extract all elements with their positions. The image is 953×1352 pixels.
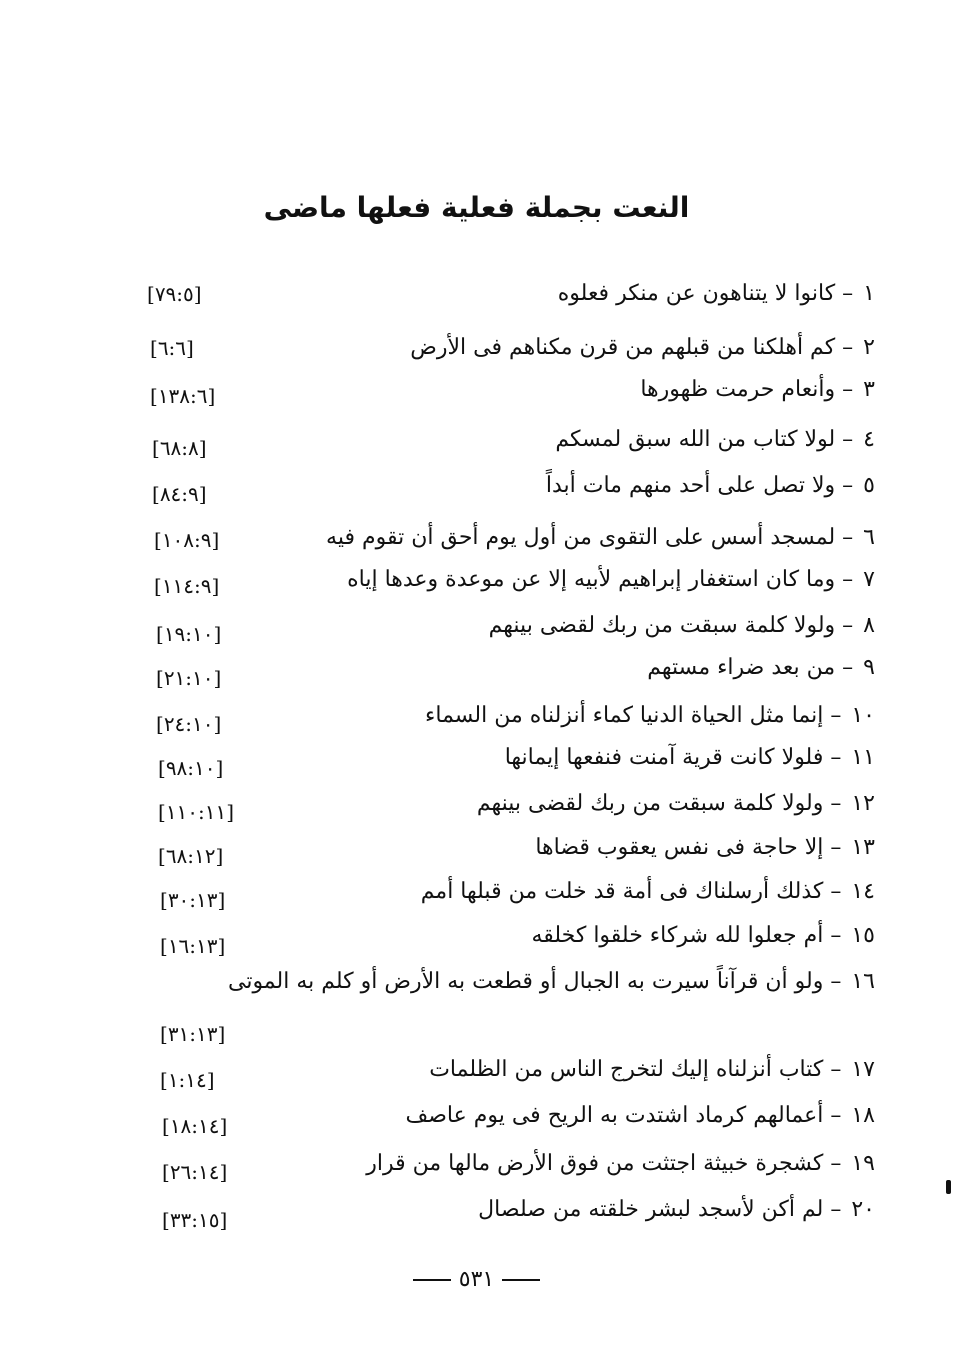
verse-reference: [١:١٤]: [160, 1068, 215, 1092]
list-item: [0, 1014, 953, 1054]
list-item: [0, 962, 953, 1002]
verse-reference: [٢٤:١٠]: [156, 712, 222, 736]
verse-text: [366, 1144, 875, 1184]
list-item: [0, 606, 953, 646]
verse-number: ١٣: [851, 835, 875, 860]
dash: –: [842, 335, 854, 360]
verse-reference: [٢٦:١٤]: [162, 1160, 228, 1184]
verse-text: [228, 962, 875, 1002]
page-number-value: ٥٣١: [458, 1267, 495, 1292]
verse-body: ولولا كلمة سبقت من ربك لقضى بينهم: [488, 613, 836, 638]
verse-number: ٢: [863, 335, 875, 360]
verse-reference: [٩٨:١٠]: [158, 756, 224, 780]
verse-body: كذلك أرسلناك فى أمة قد خلت من قبلها أمم: [420, 879, 824, 904]
verse-number: ١٢: [851, 791, 875, 816]
verse-body: كتاب أنزلناه إليك لتخرج الناس من الظلمات: [429, 1057, 824, 1082]
verse-reference: [٢١:١٠]: [156, 666, 222, 690]
scan-edge-mark: [946, 1180, 951, 1194]
verse-body: وأنعام حرمت ظهورها: [640, 377, 836, 402]
dash: –: [830, 703, 842, 728]
verse-number: ٦: [863, 525, 875, 550]
verse-body: كانوا لا يتناهون عن منكر فعلوه: [557, 281, 836, 306]
dash: –: [830, 1057, 842, 1082]
verse-text: [425, 696, 875, 736]
verse-text: [505, 738, 875, 778]
list-item: [0, 1144, 953, 1184]
verse-body: لمسجد أسس على التقوى من أول يوم أحق أن تقوم فيه: [326, 525, 836, 550]
dash: –: [830, 835, 842, 860]
verse-reference: [٣٣:١٥]: [162, 1208, 228, 1232]
verse-number: ١٧: [851, 1057, 875, 1082]
list-item: [0, 738, 953, 778]
list-item: [0, 696, 953, 736]
verse-reference: [٧٩:٥]: [147, 282, 202, 306]
dash: –: [842, 427, 854, 452]
dash: –: [830, 1197, 842, 1222]
verse-body: إنما مثل الحياة الدنيا كماء أنزلناه من السماء: [425, 703, 824, 728]
verse-body: أم جعلوا لله شركاء خلقوا كخلقه: [531, 923, 824, 948]
verse-text: [535, 828, 875, 868]
verse-reference: [١١٤:٩]: [154, 574, 220, 598]
verse-body: كم أهلكنا من قبلهم من قرن مكناهم فى الأرض: [410, 335, 836, 360]
verse-text: [477, 784, 875, 824]
verse-reference: [٦:٦]: [150, 336, 194, 360]
list-item: [0, 648, 953, 688]
dash: –: [842, 655, 854, 680]
list-item: [0, 274, 953, 314]
verse-reference: [١٨:١٤]: [162, 1114, 228, 1138]
verse-number: ١٥: [851, 923, 875, 948]
dash: –: [830, 879, 842, 904]
verse-number: ٤: [863, 427, 875, 452]
verse-reference: [١٩:١٠]: [156, 622, 222, 646]
verse-text: [478, 1190, 875, 1230]
verse-reference: [٣١:١٣]: [160, 1022, 226, 1046]
verse-text: [640, 370, 875, 410]
verse-body: أعمالهم كرماد اشتدت به الريح فى يوم عاصف: [405, 1103, 824, 1128]
dash: –: [830, 969, 842, 994]
dash: –: [830, 745, 842, 770]
verse-body: وما كان استغفار إبراهيم لأبيه إلا عن موعدة وعدها إياه: [347, 567, 836, 592]
verse-body: لولا كتاب من الله سبق لمسكم: [555, 427, 836, 452]
verse-body: من بعد ضراء مستهم: [647, 655, 836, 680]
verse-number: ٣: [863, 377, 875, 402]
page-number: [0, 1264, 953, 1296]
verse-body: ولولا كلمة سبقت من ربك لقضى بينهم: [476, 791, 824, 816]
verse-text: [489, 606, 875, 646]
list-item: [0, 828, 953, 868]
page-number-rule: [413, 1279, 451, 1281]
dash: –: [830, 1151, 842, 1176]
verse-number: ٥: [863, 473, 875, 498]
page-number-rule: [502, 1279, 540, 1281]
list-item: [0, 560, 953, 600]
verse-number: ١٦: [851, 969, 875, 994]
verse-reference: [٦٨:٨]: [152, 436, 207, 460]
verse-text: [347, 560, 875, 600]
dash: –: [830, 923, 842, 948]
verse-number: ٨: [863, 613, 875, 638]
list-item: [0, 1096, 953, 1136]
list-item: [0, 1190, 953, 1230]
verse-reference: [١٣٨:٦]: [150, 384, 216, 408]
verse-number: ٧: [863, 567, 875, 592]
dash: –: [842, 613, 854, 638]
verse-number: ٢٠: [851, 1197, 875, 1222]
verse-text: [555, 420, 875, 460]
dash: –: [842, 281, 854, 306]
verse-text: [546, 466, 875, 506]
list-item: [0, 784, 953, 824]
verse-number: ١١: [851, 745, 875, 770]
verse-text: [405, 1096, 875, 1136]
verse-body: فلولا كانت قرية آمنت فنفعها إيمانها: [504, 745, 824, 770]
verse-number: ١٤: [851, 879, 875, 904]
list-item: [0, 328, 953, 368]
dash: –: [842, 525, 854, 550]
verse-text: [647, 648, 875, 688]
verse-reference: [١٠٨:٩]: [154, 528, 220, 552]
verse-body: ولا تصل على أحد منهم مات أبداً: [545, 473, 836, 498]
verse-number: ١٨: [851, 1103, 875, 1128]
verse-body: لم أكن لأسجد لبشر خلقته من صلصال: [478, 1197, 824, 1222]
verse-number: ١٩: [851, 1151, 875, 1176]
list-item: [0, 466, 953, 506]
verse-number: ١: [863, 281, 875, 306]
verse-reference: [١٦:١٣]: [160, 934, 226, 958]
list-item: [0, 420, 953, 460]
verse-text: [558, 274, 875, 314]
verse-text: [429, 1050, 875, 1090]
list-item: [0, 916, 953, 956]
verse-text: [421, 872, 875, 912]
dash: –: [842, 567, 854, 592]
verse-number: ١٠: [851, 703, 875, 728]
list-item: [0, 1050, 953, 1090]
verse-reference: [٦٨:١٢]: [158, 844, 224, 868]
dash: –: [842, 473, 854, 498]
verse-text: [326, 518, 875, 558]
verse-text: [531, 916, 875, 956]
verse-number: ٩: [863, 655, 875, 680]
verse-text: [410, 328, 875, 368]
verse-body: كشجرة خبيثة اجتثت من فوق الأرض مالها من قرار: [366, 1151, 824, 1176]
verse-reference: [١١٠:١١]: [158, 800, 235, 824]
list-item: [0, 872, 953, 912]
verse-reference: [٣٠:١٣]: [160, 888, 226, 912]
list-item: [0, 370, 953, 410]
dash: –: [842, 377, 854, 402]
page-title: النعت بجملة فعلية فعلها ماضى: [263, 191, 690, 224]
dash: –: [830, 791, 842, 816]
list-item: [0, 518, 953, 558]
verse-reference: [٨٤:٩]: [152, 482, 207, 506]
dash: –: [830, 1103, 842, 1128]
verse-body: ولو أن قرآناً سيرت به الجبال أو قطعت به الأرض أو كلم به الموتى: [227, 969, 824, 994]
verse-body: إلا حاجة فى نفس يعقوب قضاها: [535, 835, 824, 860]
